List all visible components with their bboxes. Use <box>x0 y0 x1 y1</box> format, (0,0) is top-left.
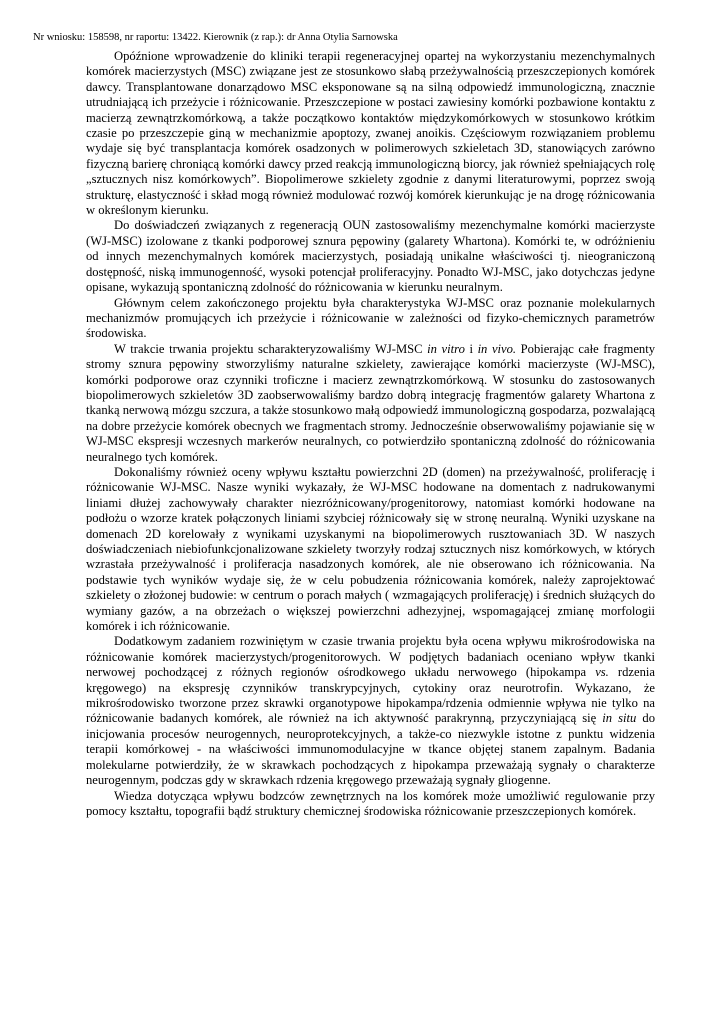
paragraph-text: Wiedza dotycząca wpływu bodzców zewnętrznych na los komórek może umożliwić regulowanie przy pomocy kształtu, topografii bądź struktury chemicznej środowiska różnicowanie przeszczepionych komórek. <box>86 788 655 818</box>
document-body <box>86 49 655 819</box>
italic-text: in situ <box>602 711 637 726</box>
italic-text: in vitro <box>427 341 465 356</box>
paragraph-text: Dodatkowym zadaniem rozwiniętym w czasie trwania projektu była ocena wpływu mikrośrodowiska na różnicowanie komórek macierzystych/progenitorowych. W podjętych badaniach oceniano wpływ tkanki nerwowej pochodzącej z różnych regionów ośrodkowego układu nerwowego (hipokampa <box>86 634 655 680</box>
paragraph-text: Opóźnione wprowadzenie do kliniki terapii regeneracyjnej opartej na wykorzystaniu mezenchymalnych komórek macierzystych (MSC) związane jest ze stosunkowo słabą przeżywalnością przeszczepionych komórek dawcy. Transplantowane donarządowo MSC eksponowane są na silną odpowiedź immunologiczną, znacznie utrudniającą ich przeżycie i różnicowanie. Przeszczepione w postaci zawiesiny komórki pozbawione kontaktu z macierzą zewnątrzkomórkową, a także początkowo kontaktów międzykomórkowych w stosunkowo krótkim czasie po przeszczepie giną w mechanizmie apoptozy, zwanej anoikis. Częściowym rozwiązaniem problemu wydaje się być transplantacja komórek osadzonych w polimerowych szkieletach 3D, stanowiących zarówno fizyczną barierę chroniącą komórki dawcy przed reakcją immunologiczną biorcy, jak również spełniających rolę „sztucznych nisz komórkowych”. Biopolimerowe szkielety zgodnie z danymi literaturowymi, poprzez swoją strukturę, elastyczność i skład mogą również modulować rozwój komórek kierunkując je na drogę różnicowania w określonym kierunku. <box>86 49 655 218</box>
italic-text: vs. <box>595 665 609 680</box>
paragraph <box>86 218 655 295</box>
paragraph <box>86 465 655 634</box>
paragraph-text: rdzenia kręgowego) na ekspresję czynników transkrypcyjnych, cytokiny oraz neurotrofin. Wykazano, że mikrośrodowisko tworzone przez skrawki organotypowe hipokampa/rdzenia odmiennie wpływa nie tylko na różnicowanie badanych komórek, ale również na ich aktywność parakrynną, przyczyniającą się <box>86 665 655 726</box>
italic-text: in vivo. <box>477 341 517 356</box>
paragraph-text: Do doświadczeń związanych z regeneracją OUN zastosowaliśmy mezenchymalne komórki macierzyste (WJ-MSC) izolowane z tkanki podporowej sznura pępowiny (galarety Whartona). Komórki te, w odróżnieniu od innych mezenchymalnych komórek macierzystych, posiadają unikalne właściwości tj. nieograniczoną dostępność, niską immunogenność, wysoki potencjał proliferacyjny. Ponadto WJ-MSC, jako dotychczas jedyne opisane, wykazują spontaniczną zdolność do różnicowania w kierunku neuralnym. <box>86 218 655 295</box>
paragraph-text: Pobierając całe fragmenty stromy sznura pępowiny stworzyliśmy naturalne szkielety, zawierające komórki macierzyste (WJ-MSC), komórki podporowe oraz czynniki troficzne i macierz zewnątrzkomórkową. W stosunku do zastosowanych biopolimerowych szkieletów 3D zaobserwowaliśmy bardzo dobrą integrację fragmentów galarety Whartona z tkanką nerwową mózgu szczura, a także stosunkowo małą odpowiedź immunologiczną gospodarza, pozwalającą na dobre przeżycie komórek obecnych we fragmentach stromy. Jednocześnie obserwowaliśmy pojawianie się w WJ-MSC ekspresji wczesnych markerów neuralnych, co potwierdziło spontaniczną zdolność do różnicowania neuralnego tych komórek. <box>86 341 656 464</box>
paragraph-text: Dokonaliśmy również oceny wpływu kształtu powierzchni 2D (domen) na przeżywalność, proliferację i różnicowanie WJ-MSC. Nasze wyniki wykazały, że WJ-MSC hodowane na domentach z nadrukowanymi liniami dłużej zachowywały charakter niezróżnicowany/progenitorowy, natomiast komórki hodowane na podłożu o wzorze kratek połączonych liniami szybciej różnicowały się w stronę neuralną. Wyniki uzyskane na domenach 2D korelowały z wynikami uzyskanymi na biopolimerowych rusztowaniach 3D. W naszych doświadczeniach niebiofunkcjonalizowane szkielety tworzyły rodzaj sztucznych nisz komórkowych, w których wzrastała przeżywalność i proliferacja nasadzonych komórek, ale nie obserowano ich różnicowania. Na podstawie tych wyników wydaje się, że w celu pobudzenia różnicowania komórek, należy zaprojektować szkielety o złożonej budowie: w centrum o porach małych ( wzmagających proliferację) i średnich służących do wymiany gazów, a na obrzeżach o większej powierzchni adhezyjnej, wspomagającej zmianę morfologii komórek i ich różnicowanie. <box>86 464 655 634</box>
paragraph-text: i <box>464 341 478 356</box>
paragraph <box>86 634 655 788</box>
paragraph <box>86 296 655 342</box>
paragraph <box>86 789 655 820</box>
paragraph-text: do inicjowania procesów neurogennych, neuroprotekcyjnych, a także-co niezwykle istotne z punktu widzenia terapii komórkowej - na właściwości immunomodulacyjne w tkance objętej stanem zapalnym. Badania molekularne potwierdziły, że w skrawkach pochodzących z hipokampa przeważają sygnały o charakterze neurogennym, podczas gdy w skrawkach rdzenia kręgowego przeważają sygnały gliogenne. <box>86 711 656 788</box>
paragraph <box>86 49 655 218</box>
paragraph-text: Głównym celem zakończonego projektu była charakterystyka WJ-MSC oraz poznanie molekularnych mechanizmów promujących ich przeżycie i różnicowanie w zależności od fizyko-chemicznych parametrów środowiska. <box>86 295 655 341</box>
paragraph <box>86 342 655 465</box>
page-header: Nr wniosku: 158598, nr raportu: 13422. Kierownik (z rap.): dr Anna Otylia Sarnowska <box>33 32 398 43</box>
paragraph-text: W trakcie trwania projektu scharakteryzowaliśmy WJ-MSC <box>114 341 428 356</box>
